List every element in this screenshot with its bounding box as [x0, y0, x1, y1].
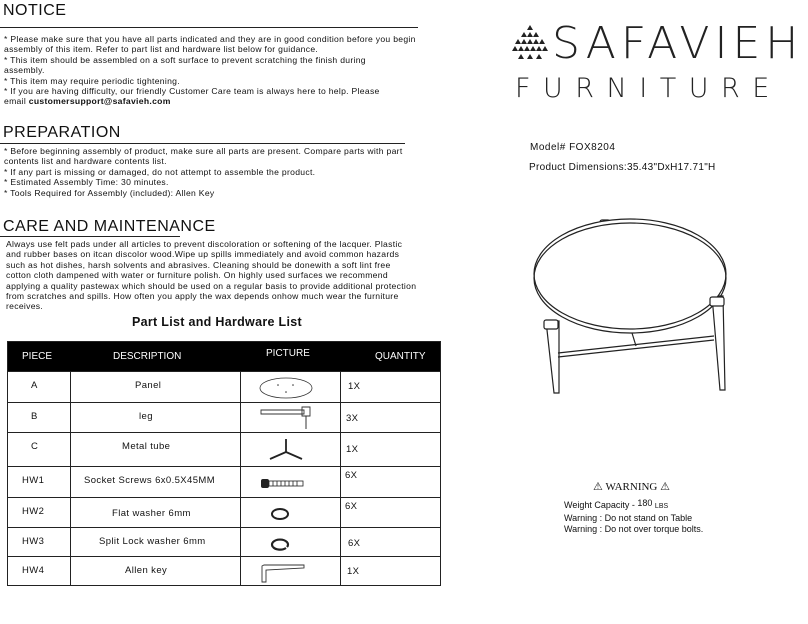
table-row — [8, 371, 440, 402]
safavieh-logo-icon — [510, 23, 550, 67]
screw-icon — [260, 477, 306, 491]
piece-cell: HW3 — [22, 536, 45, 547]
quantity-cell: 6X — [345, 501, 358, 512]
description-cell: leg — [139, 411, 153, 422]
table-row — [8, 497, 440, 527]
description-cell: Panel — [135, 380, 162, 391]
notice-email-prefix: email — [4, 96, 29, 107]
parts-table-header — [8, 342, 440, 371]
metal-tube-icon — [266, 435, 306, 465]
quantity-cell: 6X — [348, 538, 361, 549]
piece-cell: HW4 — [22, 565, 45, 576]
notice-body — [4, 34, 424, 107]
notice-line: * Please make sure that you have all parts indicated and they are in good condition before you begin — [4, 34, 416, 44]
piece-cell: HW1 — [22, 475, 45, 486]
piece-cell: HW2 — [22, 506, 45, 517]
lock-washer-icon — [268, 538, 292, 552]
product-dimensions: Product Dimensions:35.43"DxH17.71"H — [529, 162, 716, 173]
care-rule — [0, 236, 180, 237]
preparation-rule — [0, 143, 405, 144]
warning-box — [564, 500, 703, 536]
table-row — [8, 466, 440, 497]
preparation-line: * If any part is missing or damaged, do not attempt to assemble the product. — [4, 166, 316, 177]
piece-cell: A — [31, 380, 38, 391]
table-row — [8, 527, 440, 556]
header-piece: PIECE — [22, 351, 53, 362]
weight-capacity — [564, 500, 703, 513]
preparation-line: * Tools Required for Assembly (included): Allen Key — [4, 187, 215, 198]
model-number: Model# FOX8204 — [530, 142, 616, 153]
parts-list-title: Part List and Hardware List — [132, 315, 302, 329]
warning-line: Warning : Do not over torque bolts. — [564, 524, 704, 534]
header-picture: PICTURE — [266, 348, 310, 359]
table-row — [8, 556, 440, 586]
capacity-value: 180 — [637, 498, 653, 508]
preparation-line: * Before beginning assembly of product, make sure all parts are present. Compare parts with part — [4, 146, 403, 156]
capacity-unit: LBS — [654, 503, 669, 510]
notice-email-line — [4, 96, 424, 106]
care-line: applying a quality pastewax which should be used on a regular basis to provide additional protection — [6, 280, 417, 291]
flat-washer-icon — [268, 506, 292, 522]
description-cell: Split Lock washer 6mm — [99, 536, 206, 547]
notice-line: assembly. — [4, 65, 45, 76]
warning-triangle-icon: ⚠ — [660, 481, 671, 493]
brand-sub: FURNITURE — [515, 73, 782, 104]
notice-rule — [0, 27, 418, 28]
quantity-cell: 3X — [346, 413, 359, 424]
capacity-label: Weight Capacity - — [564, 500, 638, 510]
quantity-cell: 1X — [348, 381, 361, 392]
piece-cell: B — [31, 411, 38, 422]
warning-triangle-icon: ⚠ — [593, 481, 603, 493]
notice-line: * This item should be assembled on a soft surface to prevent scratching the finish during — [4, 54, 366, 65]
care-line: such as hot dishes, harsh solvents and abrasives. Cleaning should be donewith a soft lint free — [6, 259, 391, 270]
notice-line: * This item may require periodic tightening. — [4, 75, 180, 86]
quantity-cell: 6X — [345, 470, 358, 481]
warning-line: Warning : Do not stand on Table — [564, 512, 693, 523]
header-quantity: QUANTITY — [375, 351, 426, 362]
support-email-link[interactable]: customersupport@safavieh.com — [28, 96, 171, 107]
quantity-cell: 1X — [347, 566, 360, 577]
table-row — [8, 432, 440, 466]
description-cell: Allen key — [125, 565, 168, 576]
table-row — [8, 402, 440, 432]
preparation-title: PREPARATION — [3, 124, 121, 141]
parts-table — [7, 341, 441, 586]
quantity-cell: 1X — [346, 444, 359, 455]
brand-name: SAFAVIEH — [552, 18, 804, 69]
preparation-line: contents list and hardware contents list. — [4, 156, 167, 167]
warning-title: WARNING — [605, 481, 658, 493]
care-title: CARE AND MAINTENANCE — [3, 218, 216, 235]
care-body — [6, 239, 426, 312]
care-line: receives. — [6, 301, 44, 312]
notice-line: assembly of this item. Refer to part list and hardware list below for guidance. — [4, 44, 319, 55]
notice-line: * If you are having difficulty, our friendly Customer Care team is always here to help. Please — [4, 86, 380, 97]
allen-key-icon — [258, 561, 308, 585]
care-line: cotton cloth dampened with water or furniture polish. On highly used surfaces we recommend — [6, 270, 388, 281]
care-line: Always use felt pads under all articles to prevent discoloration or softening of the lacquer. Plastic — [6, 239, 403, 249]
leg-icon — [258, 405, 320, 431]
table-drawing — [528, 218, 758, 403]
panel-icon — [258, 376, 314, 400]
piece-cell: C — [31, 441, 39, 452]
warning-heading — [593, 480, 670, 493]
description-cell: Flat washer 6mm — [112, 508, 191, 519]
header-description: DESCRIPTION — [113, 351, 182, 362]
description-cell: Socket Screws 6x0.5X45MM — [84, 475, 216, 486]
care-line: from scratches and spills. How often you apply the wax depends onhow much wear the furniture — [6, 291, 399, 302]
care-line: and rubber bases on itcan discolor wood.Wipe up spills immediately and avoid common hazards — [6, 249, 400, 260]
preparation-line: * Estimated Assembly Time: 30 minutes. — [4, 177, 169, 188]
preparation-body — [4, 146, 424, 198]
notice-title: NOTICE — [3, 2, 67, 19]
description-cell: Metal tube — [122, 441, 171, 452]
